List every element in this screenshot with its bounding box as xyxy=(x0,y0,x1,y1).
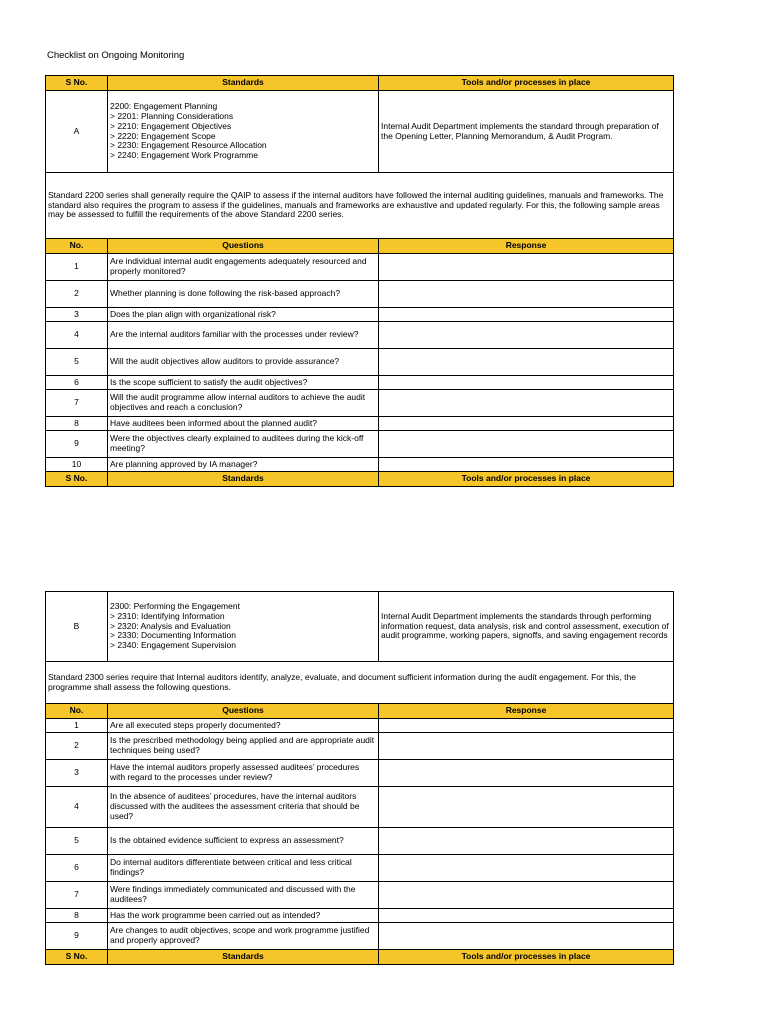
standard-row xyxy=(46,592,674,662)
response-cell[interactable] xyxy=(379,376,674,390)
response-cell[interactable] xyxy=(379,308,674,322)
footer-sno: S No. xyxy=(46,950,108,965)
footer-standards: Standards xyxy=(108,950,379,965)
page-title: Checklist on Ongoing Monitoring xyxy=(47,50,185,61)
question-text: Will the audit objectives allow auditors to provide assurance? xyxy=(108,349,379,376)
standard-row xyxy=(46,91,674,173)
question-number: 10 xyxy=(46,458,108,472)
question-number: 8 xyxy=(46,909,108,923)
question-row xyxy=(46,308,674,322)
standard-item: > 2330: Documenting Information xyxy=(110,630,236,641)
question-row xyxy=(46,909,674,923)
checklist-table-b xyxy=(45,591,674,965)
question-text: Has the work programme been carried out as intended? xyxy=(108,909,379,923)
footer-sno: S No. xyxy=(46,472,108,487)
header-no: No. xyxy=(46,704,108,719)
tools-text: Internal Audit Department implements the standard through preparation of the Opening Letter, Planning Memorandum, & Audit Program. xyxy=(379,91,674,173)
standard-item: > 2220: Engagement Scope xyxy=(110,130,216,141)
question-number: 3 xyxy=(46,760,108,787)
question-text: Does the plan align with organizational risk? xyxy=(108,308,379,322)
standard-item: > 2340: Engagement Supervision xyxy=(110,640,236,651)
question-row xyxy=(46,458,674,472)
question-number: 3 xyxy=(46,308,108,322)
question-row xyxy=(46,376,674,390)
header-no: No. xyxy=(46,239,108,254)
question-text: Is the scope sufficient to satisfy the audit objectives? xyxy=(108,376,379,390)
response-cell[interactable] xyxy=(379,909,674,923)
table-footer-row xyxy=(46,472,674,487)
question-row xyxy=(46,349,674,376)
standard-item: > 2310: Identifying Information xyxy=(110,610,225,621)
checklist-table-a xyxy=(45,75,674,487)
standard-item: > 2210: Engagement Objectives xyxy=(110,120,232,131)
question-row xyxy=(46,254,674,281)
question-number: 6 xyxy=(46,376,108,390)
question-row xyxy=(46,719,674,733)
question-text: Do internal auditors differentiate between critical and less critical findings? xyxy=(108,855,379,882)
question-text: Are individual internal audit engagements adequately resourced and properly monitored? xyxy=(108,254,379,281)
question-number: 1 xyxy=(46,254,108,281)
header-response: Response xyxy=(379,704,674,719)
question-text: Have the internal auditors properly assessed auditees’ procedures with regard to the processes under review? xyxy=(108,760,379,787)
question-number: 9 xyxy=(46,431,108,458)
standard-item: 2200: Engagement Planning xyxy=(110,101,218,112)
header-response: Response xyxy=(379,239,674,254)
question-header-row xyxy=(46,239,674,254)
question-number: 2 xyxy=(46,733,108,760)
question-row xyxy=(46,281,674,308)
header-questions: Questions xyxy=(108,704,379,719)
tools-text: Internal Audit Department implements the standards through performing information request, data analysis, risk and control assessment, execution of audit programme, working papers, signoffs, and saving engagement records xyxy=(379,592,674,662)
response-cell[interactable] xyxy=(379,828,674,855)
response-cell[interactable] xyxy=(379,923,674,950)
question-row xyxy=(46,390,674,417)
question-number: 2 xyxy=(46,281,108,308)
question-text: Whether planning is done following the risk-based approach? xyxy=(108,281,379,308)
table-header-row xyxy=(46,76,674,91)
question-row xyxy=(46,828,674,855)
question-row xyxy=(46,322,674,349)
standard-item: > 2240: Engagement Work Programme xyxy=(110,150,258,161)
response-cell[interactable] xyxy=(379,322,674,349)
response-cell[interactable] xyxy=(379,787,674,828)
question-row xyxy=(46,431,674,458)
standard-item: 2300: Performing the Engagement xyxy=(110,601,240,612)
question-number: 8 xyxy=(46,417,108,431)
question-text: Have auditees been informed about the planned audit? xyxy=(108,417,379,431)
question-text: Are all executed steps properly documented? xyxy=(108,719,379,733)
standard-item: > 2320: Analysis and Evaluation xyxy=(110,620,231,631)
question-text: Is the prescribed methodology being applied and are appropriate audit techniques being used? xyxy=(108,733,379,760)
footer-tools: Tools and/or processes in place xyxy=(379,472,674,487)
response-cell[interactable] xyxy=(379,431,674,458)
response-cell[interactable] xyxy=(379,855,674,882)
question-number: 4 xyxy=(46,322,108,349)
table-footer-row xyxy=(46,950,674,965)
question-number: 4 xyxy=(46,787,108,828)
question-text: Were the objectives clearly explained to auditees during the kick-off meeting? xyxy=(108,431,379,458)
header-tools: Tools and/or processes in place xyxy=(379,76,674,91)
response-cell[interactable] xyxy=(379,254,674,281)
question-number: 7 xyxy=(46,390,108,417)
question-text: Is the obtained evidence sufficient to express an assessment? xyxy=(108,828,379,855)
question-text: Are the internal auditors familiar with the processes under review? xyxy=(108,322,379,349)
question-number: 5 xyxy=(46,349,108,376)
question-text: In the absence of auditees’ procedures, have the internal auditors discussed with the auditees the assessment criteria that should be used? xyxy=(108,787,379,828)
question-text: Are changes to audit objectives, scope and work programme justified and properly approved? xyxy=(108,923,379,950)
response-cell[interactable] xyxy=(379,719,674,733)
standards-list xyxy=(108,91,379,173)
header-standards: Standards xyxy=(108,76,379,91)
question-text: Were findings immediately communicated and discussed with the auditees? xyxy=(108,882,379,909)
standards-list xyxy=(108,592,379,662)
response-cell[interactable] xyxy=(379,417,674,431)
question-number: 5 xyxy=(46,828,108,855)
question-row xyxy=(46,855,674,882)
footer-tools: Tools and/or processes in place xyxy=(379,950,674,965)
section-id: A xyxy=(46,91,108,173)
response-cell[interactable] xyxy=(379,458,674,472)
question-row xyxy=(46,733,674,760)
question-row xyxy=(46,417,674,431)
standard-item: > 2201: Planning Considerations xyxy=(110,110,234,121)
question-number: 6 xyxy=(46,855,108,882)
question-number: 9 xyxy=(46,923,108,950)
response-cell[interactable] xyxy=(379,281,674,308)
description-row xyxy=(46,173,674,239)
question-row xyxy=(46,787,674,828)
question-number: 1 xyxy=(46,719,108,733)
standard-item: > 2230: Engagement Resource Allocation xyxy=(110,140,267,151)
response-cell[interactable] xyxy=(379,882,674,909)
header-sno: S No. xyxy=(46,76,108,91)
question-row xyxy=(46,760,674,787)
section-description: Standard 2300 series require that Internal auditors identify, analyze, evaluate, and document sufficient information during the audit engagement. For this, the programme shall assess the following questions. xyxy=(46,662,674,704)
footer-standards: Standards xyxy=(108,472,379,487)
section-description: Standard 2200 series shall generally require the QAIP to assess if the internal auditors have followed the internal auditing guidelines, manuals and frameworks. The standard also requires the program to assess if the guidelines, manuals and frameworks are exhaustive and updated regularly. For this, the following sample areas may be assessed to fulfill the requirements of the above Standard 2200 series. xyxy=(46,173,674,239)
question-header-row xyxy=(46,704,674,719)
response-cell[interactable] xyxy=(379,390,674,417)
question-row xyxy=(46,882,674,909)
description-row xyxy=(46,662,674,704)
section-id: B xyxy=(46,592,108,662)
question-text: Will the audit programme allow internal auditors to achieve the audit objectives and reach a conclusion? xyxy=(108,390,379,417)
question-row xyxy=(46,923,674,950)
response-cell[interactable] xyxy=(379,349,674,376)
header-questions: Questions xyxy=(108,239,379,254)
response-cell[interactable] xyxy=(379,760,674,787)
question-number: 7 xyxy=(46,882,108,909)
question-text: Are planning approved by IA manager? xyxy=(108,458,379,472)
response-cell[interactable] xyxy=(379,733,674,760)
